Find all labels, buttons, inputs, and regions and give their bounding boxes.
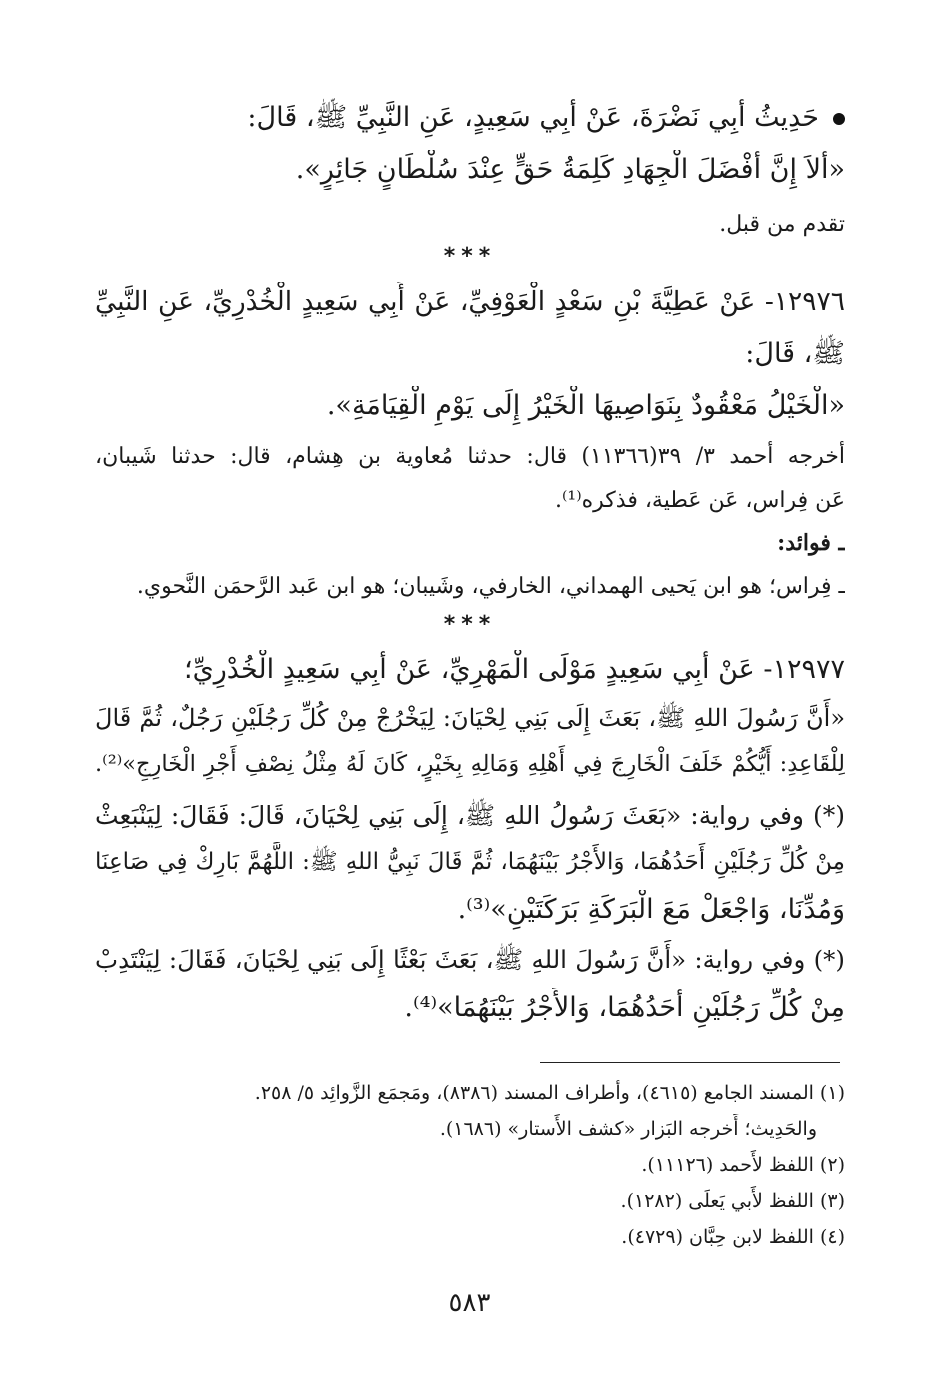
takhrij-line-2: عَن فِراس، عَن عَطية، فذكره⁽¹⁾.: [555, 488, 845, 513]
footnote-1-line-2-text: والحَدِيث؛ أَخرجه البَزار «كشف الأَستار» (١٦٨٦).: [439, 1118, 817, 1140]
riwaya-1-line-1: (*) وفي رواية: «بَعَثَ رَسُولُ اللهِ ﷺ، إِلَى بَنِي لِحْيَانَ، قَالَ: فَقَالَ: لِيَنْبَعِثْ: [95, 801, 845, 830]
hadith-a-line-1-text: حَدِيثُ أَبِي نَضْرَةَ، عَنْ أَبِي سَعِيدٍ، عَنِ النَّبِيِّ ﷺ، قَالَ:: [247, 102, 819, 133]
footnote-1-line-2: [95, 1114, 845, 1144]
hadith-a-line-2: «أَلاَ إِنَّ أَفْضَلَ الْجِهَادِ كَلِمَةُ حَقٍّ عِنْدَ سُلْطَانٍ جَائِرٍ».: [295, 154, 845, 185]
footnote-4: (٤) اللفظ لابن حِبَّان (٤٧٢٩).: [621, 1226, 845, 1248]
hadith-a-line-1: [95, 98, 845, 138]
separator-stars: ***: [443, 612, 497, 637]
fawaid-heading: ـ فوائد:: [777, 530, 845, 556]
footnote-2: (٢) اللفظ لأَحمد (١١١٢٦).: [641, 1154, 845, 1176]
riwaya-2-line-1: (*) وفي رواية: «أَنَّ رَسُولَ اللهِ ﷺ، بَعَثَ بَعْثًا إِلَى بَنِي لِحْيَانَ، فَقَالَ: لِيَنْتَدِبْ: [95, 945, 845, 974]
riwaya-1-line-2: مِنْ كُلِّ رَجُلَيْنِ أَحَدُهُمَا، وَالأَجْرُ بَيْنَهُمَا، ثُمَّ قَالَ نَبِيُّ اللهِ ﷺ: اللَّهُمَّ بَارِكْ فِي صَاعِنَا: [95, 849, 845, 875]
hadith-12977-line-3: لِلْقَاعِدِ: أَيُّكُمْ خَلَفَ الْخَارِجَ فِي أَهْلِهِ وَمَالِهِ بِخَيْرٍ، كَانَ لَهُ مِثْلُ نِصْفِ أَجْرِ الْخَارِجِ»⁽²⁾.: [95, 751, 845, 777]
hadith-12977-line-2: «أَنَّ رَسُولَ اللهِ ﷺ، بَعَثَ إِلَى بَنِي لِحْيَانَ: لِيَخْرُجْ مِنْ كُلِّ رَجُلَيْنِ رَجُلٌ، ثُمَّ قَالَ: [95, 704, 845, 732]
hadith-a-note: تقدم من قبل.: [719, 212, 845, 237]
hadith-12976-line-2: ﷺ، قَالَ:: [745, 338, 845, 369]
hadith-12977-line-1: ١٢٩٧٧- عَنْ أَبِي سَعِيدٍ مَوْلَى الْمَهْرِيِّ، عَنْ أَبِي سَعِيدٍ الْخُدْرِيِّ؛: [184, 654, 845, 685]
separator-stars: ***: [443, 244, 497, 269]
footnote-divider: [540, 1062, 840, 1063]
fawaid-text: ـ فِراس؛ هو ابن يَحيى الهمداني، الخارفي، وشَيبان؛ هو ابن عَبد الرَّحمَن النَّحوي.: [136, 574, 845, 599]
hadith-12976-line-1: ١٢٩٧٦- عَنْ عَطِيَّةَ بْنِ سَعْدٍ الْعَوْفِيِّ، عَنْ أَبِي سَعِيدٍ الْخُدْرِيِّ، عَنِ النَّبِيِّ: [95, 286, 845, 317]
riwaya-1-line-3: وَمُدِّنَا، وَاجْعَلْ مَعَ الْبَرَكَةِ بَرَكَتَيْنِ»⁽³⁾.: [457, 894, 845, 925]
page-number: ٥٨٣: [448, 1288, 491, 1318]
riwaya-2-line-2: مِنْ كُلِّ رَجُلَيْنِ أَحَدُهُمَا، وَالأَجْرُ بَيْنَهُمَا»⁽⁴⁾.: [404, 992, 845, 1023]
footnote-3: (٣) اللفظ لأَبي يَعلَى (١٢٨٢).: [620, 1190, 845, 1212]
footnote-1-line-1: (١) المسند الجامع (٤٦١٥)، وأطراف المسند (٨٣٨٦)، ومَجمَع الزَّوائِد ٥/ ٢٥٨.: [254, 1082, 845, 1104]
takhrij-line-1: أخرجه أحمد ٣/ ٣٩(١١٣٦٦) قال: حدثنا مُعاوية بن هِشام، قال: حدثنا شَيبان،: [95, 444, 845, 469]
bullet-icon: [833, 113, 845, 125]
hadith-12976-line-3: «الْخَيْلُ مَعْقُودٌ بِنَوَاصِيهَا الْخَيْرُ إِلَى يَوْمِ الْقِيَامَةِ».: [326, 390, 845, 421]
